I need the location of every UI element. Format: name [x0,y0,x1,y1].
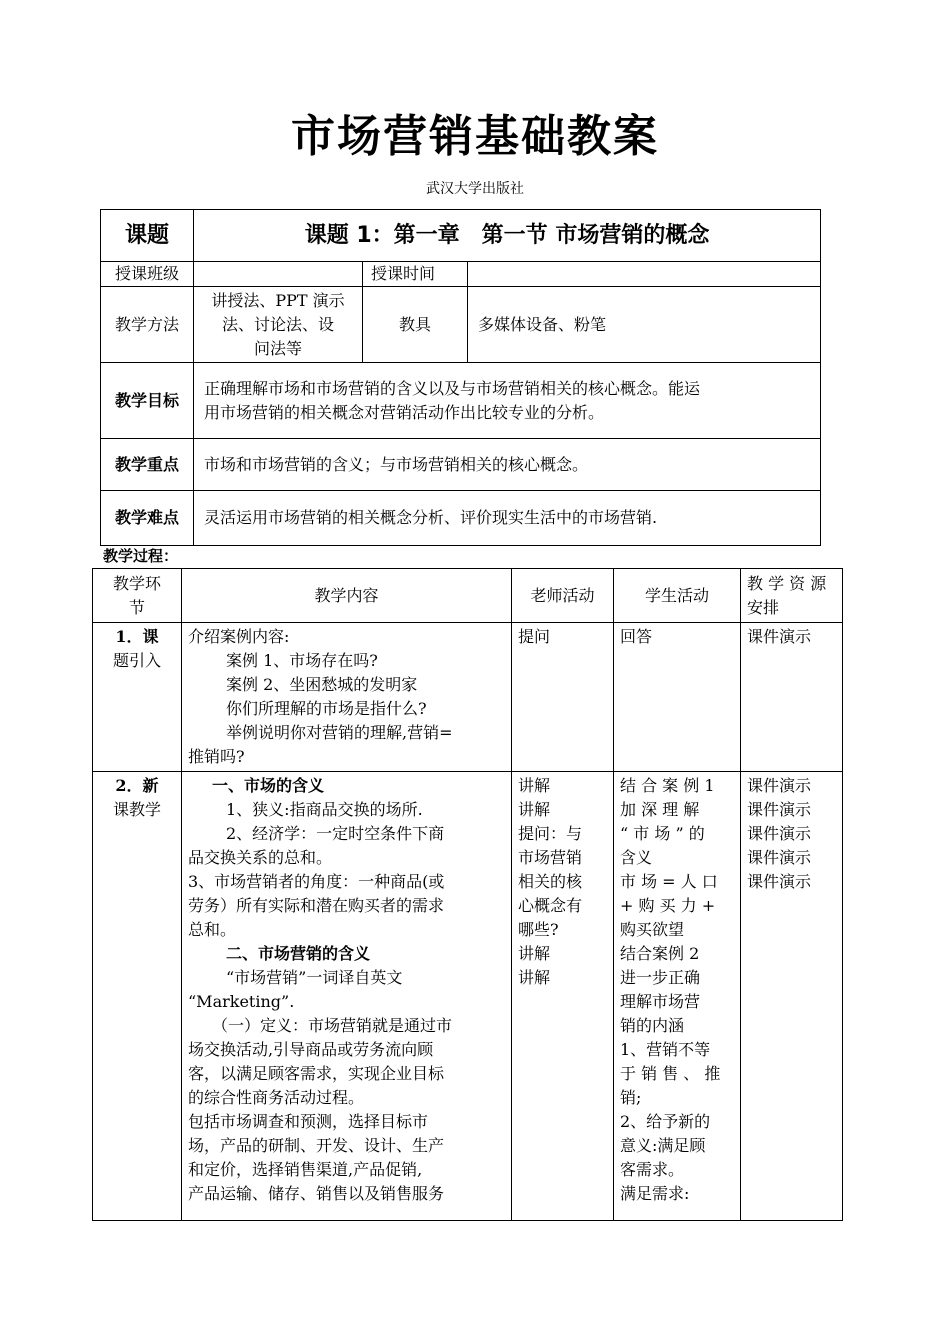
time-label: 授课时间 [363,262,468,287]
header-stage [93,569,182,623]
row2-student-line: 含义 [620,848,653,867]
header-resource-line: 教 学 资 源 [747,573,827,593]
row2-student-line: 进一步正确 [620,968,701,987]
row1-content-line: 举例说明你对营销的理解,营销= [226,723,453,742]
row2-student-line: 加 深 理 解 [620,800,700,819]
time-value [468,262,821,287]
row2-stage [93,772,182,1221]
method-line: 讲授法、PPT 演示 [211,290,345,310]
row1-content-line: 你们所理解的市场是指什么? [226,699,427,718]
process-table [92,568,843,1221]
row2-student-line: 满足需求: [620,1184,690,1203]
row2-stage-line: 2．新 [115,776,159,795]
goal-line: 用市场营销的相关概念对营销活动作出比较专业的分析。 [204,402,605,422]
row2-content-line: 品交换关系的总和。 [188,848,333,867]
row2-student-line: + 购 买 力 + [620,896,716,915]
method-value [194,287,363,363]
row1-content-line: 介绍案例内容: [188,627,290,646]
difficulty-label: 教学难点 [101,491,194,546]
row1-resource [741,623,843,772]
row2-content-line: 1、狭义:指商品交换的场所. [226,800,423,819]
row2-content-line: 场交换活动,引导商品或劳务流向顾 [188,1040,434,1059]
row1-teacher [512,623,614,772]
row2-student-line: 2、给予新的 [620,1112,711,1131]
row1-student [614,623,741,772]
row2-student-line: 理解市场营 [620,992,701,1011]
row2-student-line: 结 合 案 例 1 [620,776,715,795]
row2-content-line: 一、市场的含义 [212,776,325,795]
method-line: 问法等 [253,338,302,358]
row2-teacher-line: 相关的核 [518,872,583,891]
row1-stage [93,623,182,772]
row2-content-line: （一）定义：市场营销就是通过市 [212,1016,453,1035]
row1-stage-line: 题引入 [112,651,161,670]
row2-student [614,772,741,1221]
document-title: 市场营销基础教案 [291,111,659,162]
row1-student-line: 回答 [620,627,653,646]
header-stage-line: 节 [128,597,145,617]
row2-resource-line: 课件演示 [747,800,812,819]
row2-resource-line: 课件演示 [747,848,812,867]
row2-student-line: 销的内涵 [620,1016,685,1035]
row2-teacher [512,772,614,1221]
row2-student-line: 意义:满足顾 [620,1136,706,1155]
row2-content-line: “Marketing”. [188,992,295,1011]
row2-teacher-line: 哪些? [518,920,559,939]
row2-student-line: 购买欲望 [620,920,685,939]
row2-teacher-line: 讲解 [518,968,551,987]
row2-content-line: 包括市场调查和预测，选择目标市 [188,1112,429,1131]
row2-student-line: 结合案例 2 [620,944,700,963]
row2-teacher-line: 市场营销 [518,848,583,867]
row2-student-line: 销; [620,1088,642,1107]
key-value: 市场和市场营销的含义；与市场营销相关的核心概念。 [194,439,821,491]
topic-value: 课题 1：第一章 第一节 市场营销的概念 [194,210,821,262]
row1-teacher-line: 提问 [518,627,551,646]
row2-teacher-line: 讲解 [518,776,551,795]
tool-value: 多媒体设备、粉笔 [468,287,821,363]
row2-resource-line: 课件演示 [747,872,812,891]
row2-content-line: 和定价，选择销售渠道,产品促销, [188,1160,423,1179]
row1-resource-line: 课件演示 [747,627,812,646]
row2-content-line: 2、经济学：一定时空条件下商 [226,824,445,843]
header-content: 教学内容 [182,569,512,623]
tool-label: 教具 [363,287,468,363]
row2-content-line: 客，以满足顾客需求，实现企业目标 [188,1064,445,1083]
header-stage-line: 教学环 [112,573,161,593]
row2-resource [741,772,843,1221]
row2-student-line: 1、营销不等 [620,1040,711,1059]
class-value [194,262,363,287]
goal-line: 正确理解市场和市场营销的含义以及与市场营销相关的核心概念。能运 [204,378,701,398]
publisher: 武汉大学出版社 [426,181,524,197]
row2-student-line: 市 场 = 人 口 [620,872,718,891]
process-label: 教学过程： [103,547,179,565]
row1-content-line: 案例 1、市场存在吗? [226,651,378,670]
row1-content-line: 案例 2、坐困愁城的发明家 [226,675,418,694]
row2-content [182,772,512,1221]
row2-teacher-line: 心概念有 [518,896,583,915]
header-student: 学生活动 [614,569,741,623]
row2-content-line: 3、市场营销者的角度：一种商品(或 [188,872,445,891]
row1-content-line: 推销吗? [188,747,245,766]
row2-teacher-line: 讲解 [518,944,551,963]
row2-student-line: 于 销 售 、 推 [620,1064,721,1083]
row2-content-line: “市场营销”一词译自英文 [226,968,403,987]
method-line: 法、讨论法、设 [221,314,334,334]
row2-content-line: 产品运输、储存、销售以及销售服务 [188,1184,445,1203]
key-label: 教学重点 [101,439,194,491]
header-resource-line: 安排 [747,597,780,617]
row2-resource-line: 课件演示 [747,824,812,843]
row2-student-line: “ 市 场 ” 的 [620,824,705,843]
row2-content-line: 劳务）所有实际和潜在购买者的需求 [188,896,445,915]
header-resource [741,569,843,623]
row2-teacher-line: 提问：与 [518,824,583,843]
row2-content-line: 的综合性商务活动过程。 [188,1088,365,1107]
course-info-table [100,209,821,546]
row1-content [182,623,512,772]
row2-resource-line: 课件演示 [747,776,812,795]
goal-value [194,363,821,439]
method-label: 教学方法 [101,287,194,363]
row2-content-line: 场，产品的研制、开发、设计、生产 [188,1136,445,1155]
row2-content-line: 总和。 [188,920,237,939]
topic-label: 课题 [101,210,194,262]
row2-content-line: 二、市场营销的含义 [226,944,371,963]
goal-label: 教学目标 [101,363,194,439]
row1-stage-line: 1．课 [115,627,159,646]
row2-teacher-line: 讲解 [518,800,551,819]
header-teacher: 老师活动 [512,569,614,623]
row2-student-line: 客需求。 [620,1160,685,1179]
row2-stage-line: 课教学 [112,800,161,819]
class-label: 授课班级 [101,262,194,287]
difficulty-value: 灵活运用市场营销的相关概念分析、评价现实生活中的市场营销. [194,491,821,546]
